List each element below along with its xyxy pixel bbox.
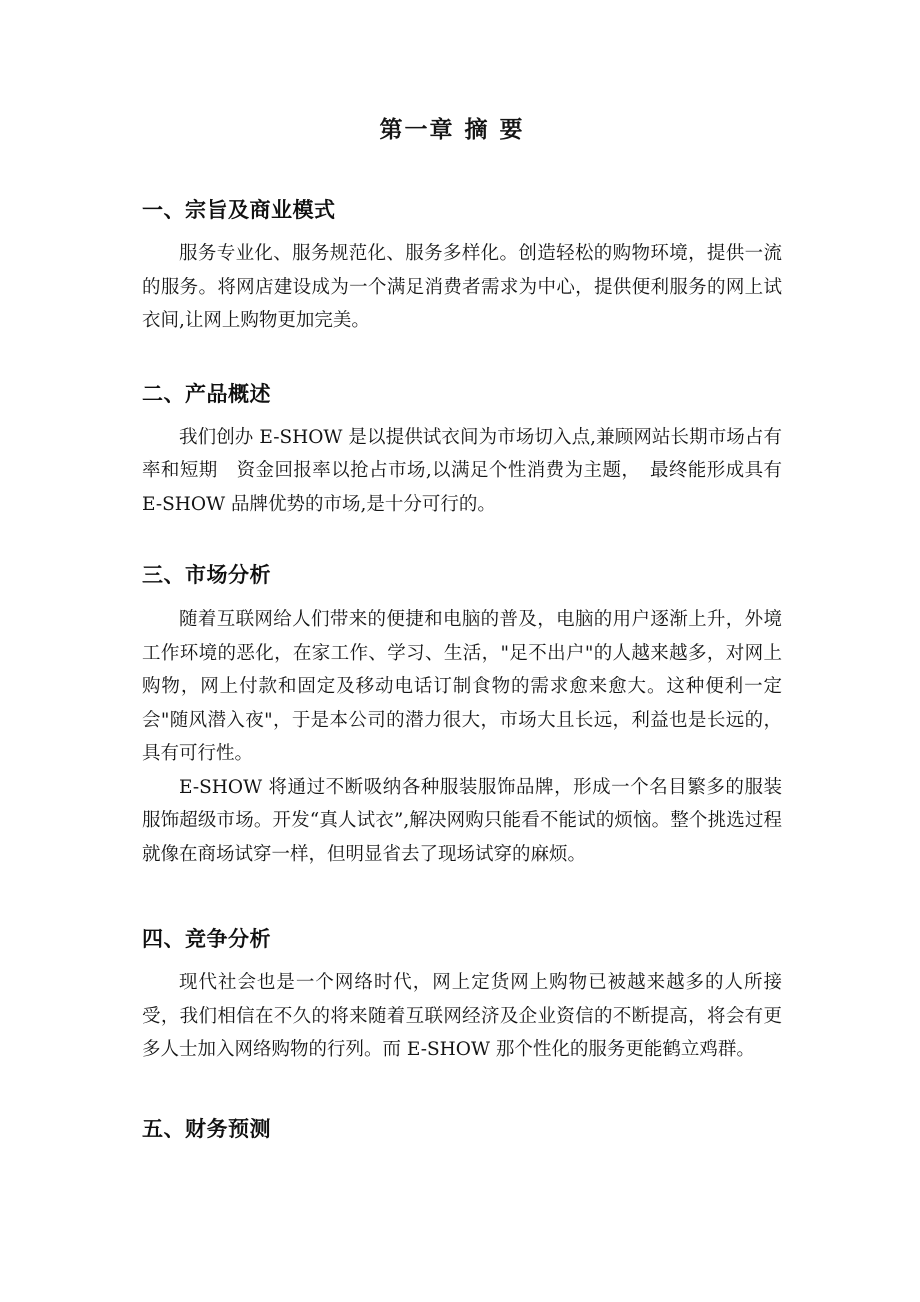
spacer bbox=[142, 871, 782, 925]
section-heading-purpose-business-model: 一、宗旨及商业模式 bbox=[142, 198, 336, 222]
section-paragraph-purpose-business-model: 服务专业化、服务规范化、服务多样化。创造轻松的购物环境，提供一流的服务。将网店建设成为一个满足消费者需求为中心，提供便利服务的网上试衣间,让网上购物更加完美。 bbox=[142, 243, 782, 331]
spacer bbox=[142, 338, 782, 380]
section-heading-competition-analysis: 四、竞争分析 bbox=[142, 927, 271, 951]
spacer bbox=[142, 408, 782, 421]
section-heading-market-analysis: 三、市场分析 bbox=[142, 563, 271, 587]
page-title: 第一章 摘 要 bbox=[379, 116, 525, 143]
spacer bbox=[142, 145, 782, 196]
section-paragraph-market-analysis-1: 随着互联网给人们带来的便捷和电脑的普及，电脑的用户逐渐上升，外境工作环境的恶化，在家工作、学习、生活，"足不出户"的人越来越多，对网上购物，网上付款和固定及移动电话订制食物的需求愈来愈大。这种便利一定会"随风潜入夜"，于是本公司的潜力很大，市场大且长远，利益也是长远的，具有可行性。 bbox=[142, 609, 782, 764]
spacer bbox=[142, 1067, 782, 1115]
section-paragraph-product-overview: 我们创办 E-SHOW 是以提供试衣间为市场切入点,兼顾网站长期市场占有率和短期 资金回报率以抢占市场,以满足个性消费为主题， 最终能形成具有 E-SHOW 品牌优势的市场,是十分可行的。 bbox=[142, 426, 782, 515]
section-heading-financial-forecast: 五、财务预测 bbox=[142, 1116, 271, 1141]
section-heading-product-overview: 二、产品概述 bbox=[142, 381, 271, 406]
section-paragraph-market-analysis-2: E-SHOW 将通过不断吸纳各种服装服饰品牌，形成一个名目繁多的服装服饰超级市场。开发“真人试衣”,解决网购只能看不能试的烦恼。整个挑选过程就像在商场试穿一样，但明显省去了现场试穿的麻烦。 bbox=[142, 776, 782, 865]
spacer bbox=[142, 521, 782, 561]
section-paragraph-competition-analysis: 现代社会也是一个网络时代，网上定货网上购物已被越来越多的人所接受，我们相信在不久的将来随着互联网经济及企业资信的不断提高，将会有更多人士加入网络购物的行列。而 E-SHOW 那个性化的服务更能鹤立鸡群。 bbox=[142, 972, 782, 1060]
spacer bbox=[142, 953, 782, 966]
spacer bbox=[142, 589, 782, 603]
spacer bbox=[142, 224, 782, 237]
